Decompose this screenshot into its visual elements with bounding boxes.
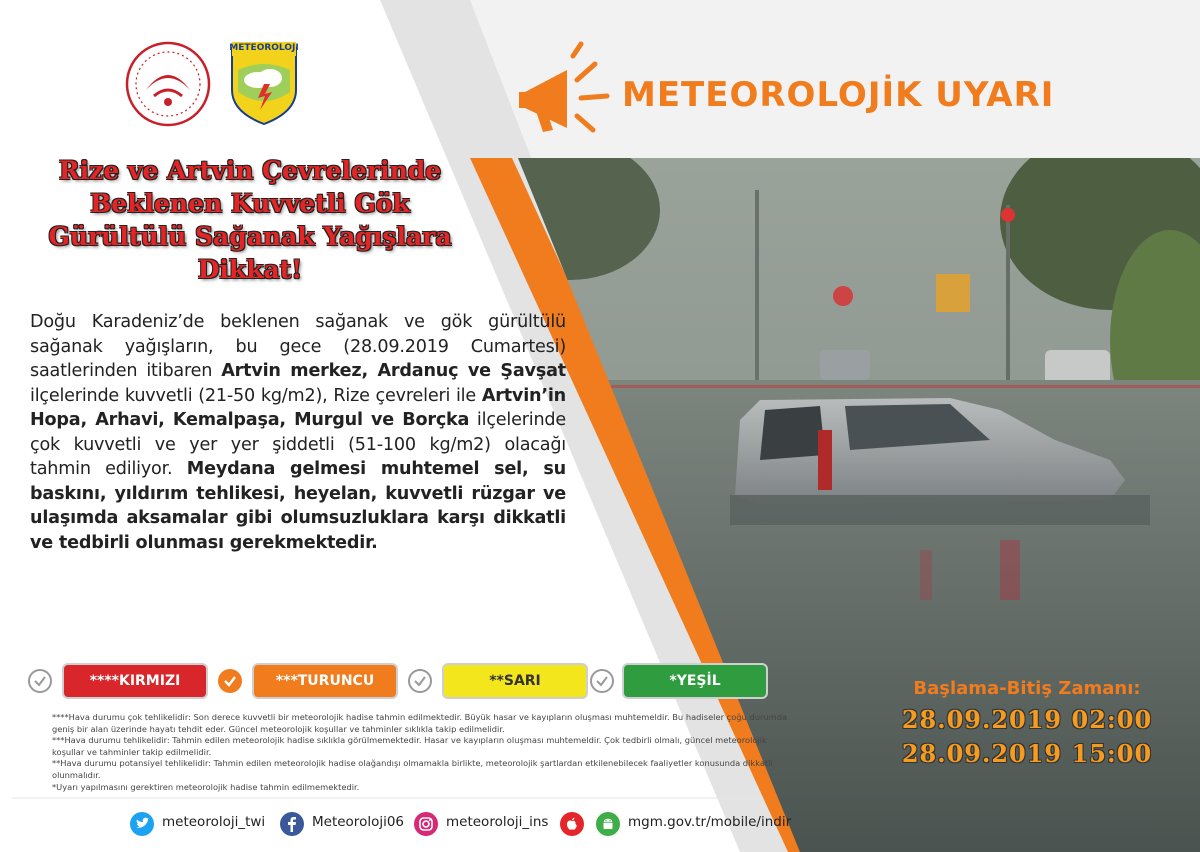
timing-end: 28.09.2019 15:00 [901,739,1153,768]
level-notes [52,712,792,793]
level-orange: ***TURUNCU [252,663,398,699]
timing-start: 28.09.2019 02:00 [901,705,1153,734]
level-yellow: **SARI [442,663,588,699]
instagram-handle[interactable]: meteoroloji_ins [446,814,549,830]
timing-block [862,678,1192,771]
warning-levels [28,663,788,703]
level-check-red [28,669,52,693]
body-text-2: ilçelerinde kuvvetli (21-50 kg/m2), Rize çevreleri ile [30,385,482,406]
megaphone-icon [515,40,615,144]
ministry-logo [124,40,212,128]
body-bold-2: Artvin’in Hopa, Arhavi, Kemalpaşa, Murgul ve Borçka [30,385,566,430]
meteoroloji-logo [228,40,300,126]
timing-label: Başlama-Bitiş Zamanı: [913,678,1141,699]
level-check-yellow [408,669,432,693]
facebook-icon[interactable] [280,812,304,836]
body-text-1: Doğu Karadeniz’de beklenen sağanak ve gök gürültülü sağanak yağışların, bu gece (28.09.2019 Cumartesi) saatlerinden itibaren [30,312,566,381]
note-orange: ***Hava durumu tehlikelidir: Tahmin edilen meteorolojik hadise sıklıkla görülmemektedir. Hasar ve kayıpların oluşması muhtemeldir. Çok tedbirli olmalı, güncel meteorolojik koşullar ve tahminler takip edilmelidir. [52,735,767,757]
instagram-icon[interactable] [414,812,438,836]
twitter-icon[interactable] [130,812,154,836]
facebook-handle[interactable]: Meteoroloji06 [312,814,405,830]
apple-icon[interactable] [560,812,584,836]
meteoroloji-logo-text: METEOROLOJI [229,43,299,53]
warning-body [30,310,566,555]
level-green: *YEŞİL [622,663,768,699]
level-red: ****KIRMIZI [62,663,208,699]
social-bar [130,808,810,838]
body-bold-1: Artvin merkez, Ardanuç ve Şavşat [221,361,566,381]
level-check-orange [218,669,242,693]
page-title: METEOROLOJİK UYARI [622,75,1055,115]
headline: Rize ve Artvin Çevrelerinde Beklenen Kuvvetli Gök Gürültülü Sağanak Yağışlara Dikkat! [48,156,452,284]
note-red: ****Hava durumu çok tehlikelidir: Son derece kuvvetli bir meteorolojik hadise tahmin edilmektedir. Büyük hasar ve kayıpların oluşması muhtemeldir. Bu hadiseler çoğu durumda geniş bir alan üzerinde hayatı tehdit eder. Güncel meteorolojik koşullar ve tahminler sıklıkla takip edilmelidir. [52,712,788,734]
level-check-green [590,669,614,693]
note-yellow: **Hava durumu potansiyel tehlikelidir: Tahmin edilen meteorolojik hadise olağandışı olmamakla birlikte, meteorolojik şartlardan etkilenebilecek faaliyetler konusunda dikkatli olunmalıdır. [52,758,773,780]
twitter-handle[interactable]: meteoroloji_twi [162,814,266,830]
mobile-app-link[interactable]: mgm.gov.tr/mobile/indir [628,814,792,830]
body-bold-3: Meydana gelmesi muhtemel sel, su baskını, yıldırım tehlikesi, heyelan, kuvvetli rüzgar ve ulaşımda aksamalar gibi olumsuzluklara karşı dikkatli ve tedbirli olunması gerekmektedir. [30,459,566,553]
body-text-3: ilçelerinde çok kuvvetli ve yer yer şiddetli (51-100 kg/m2) olacağı tahmin ediliyor. [30,410,566,479]
note-green: *Uyarı yapılmasını gerektiren meteorolojik hadise tahmin edilmemektedir. [52,781,360,792]
android-icon[interactable] [596,812,620,836]
